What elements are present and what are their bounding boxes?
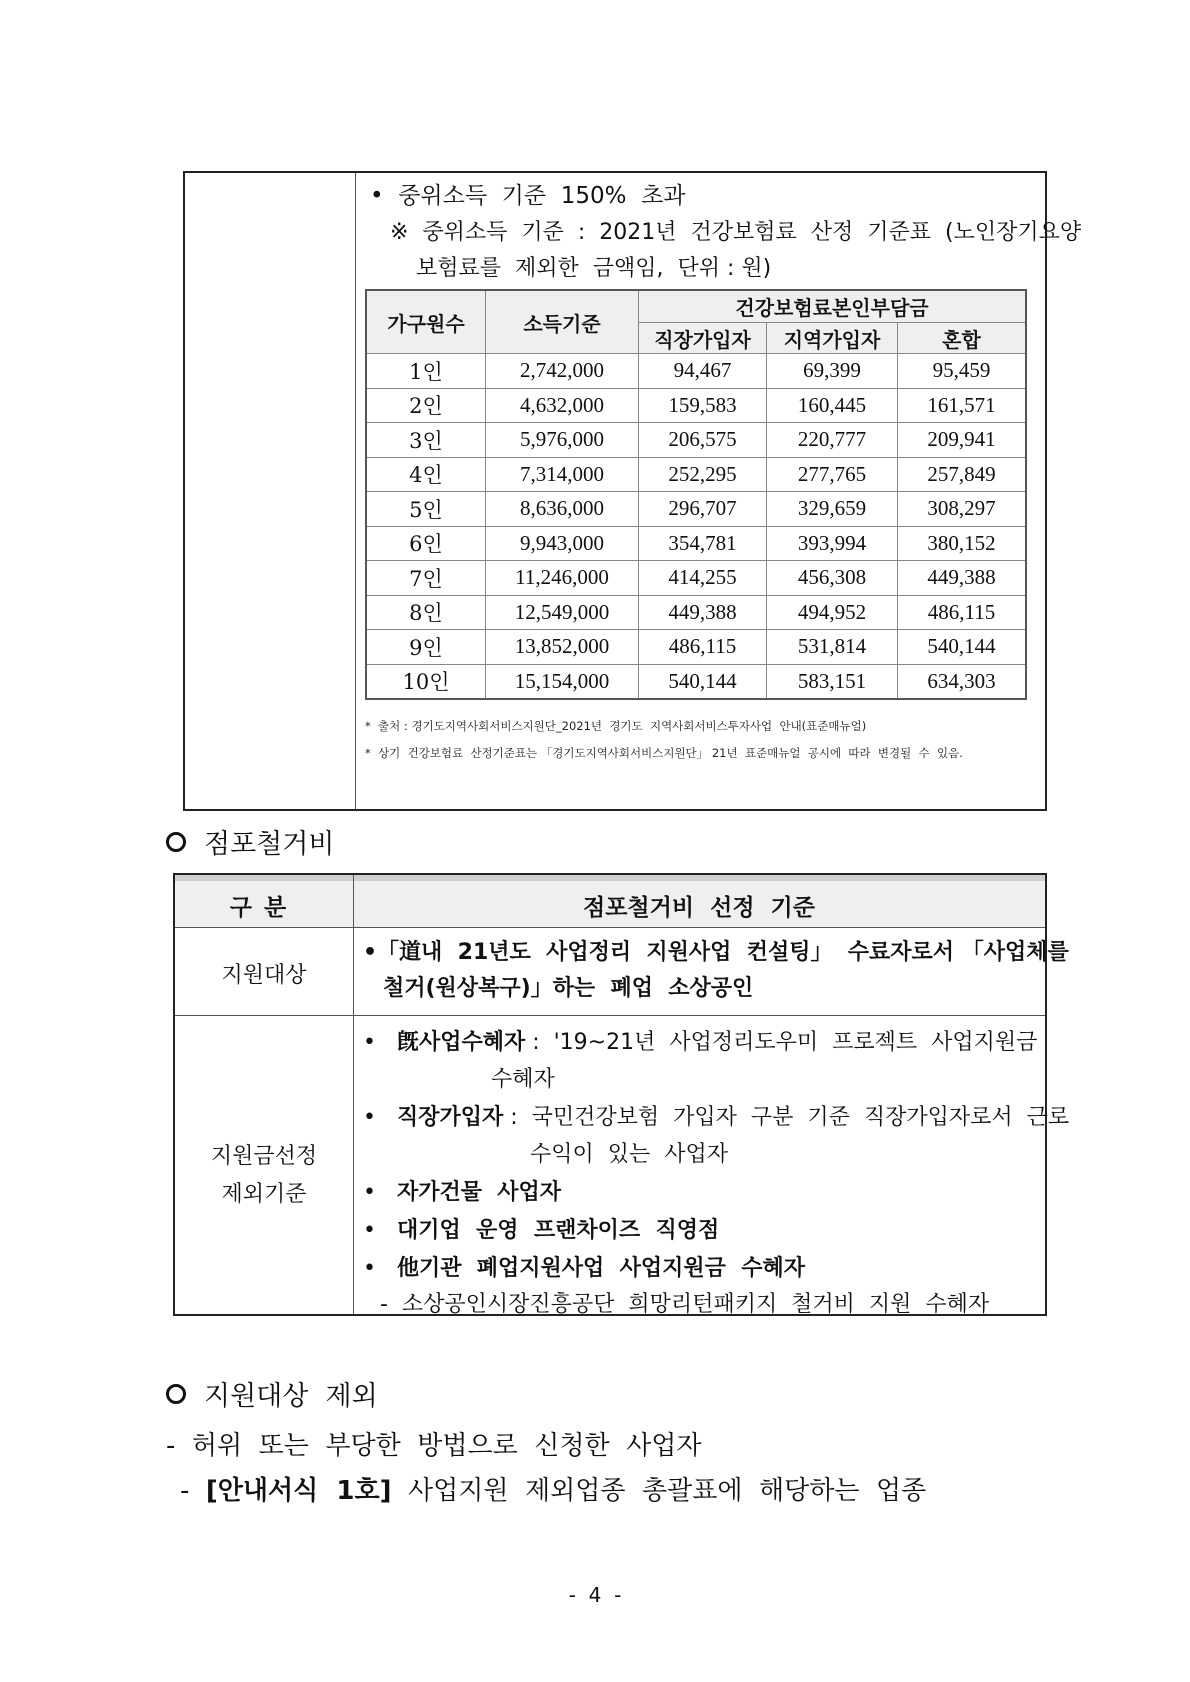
table-cell: 3인 xyxy=(366,423,486,458)
table-cell: 10인 xyxy=(366,664,486,699)
exclusion-item-1: • 旣사업수혜자 : '19~21년 사업정리도우미 프로젝트 사업지원금 xyxy=(363,1030,1038,1055)
table-cell: 12,549,000 xyxy=(486,595,639,630)
table-cell: 7인 xyxy=(366,561,486,596)
exclusion-item-1-cont: 수혜자 xyxy=(491,1067,555,1092)
table-cell: 9,943,000 xyxy=(486,526,639,561)
table-cell: 329,659 xyxy=(767,492,898,527)
table-cell: 159,583 xyxy=(639,388,767,423)
criteria-box-divider xyxy=(355,173,356,809)
table-cell: 540,144 xyxy=(639,664,767,699)
table-row xyxy=(366,526,1026,561)
header-premium-group: 건강보험료본인부담금 xyxy=(639,290,1027,323)
table-cell: 2,742,000 xyxy=(486,354,639,389)
source-footnote: * 출처 : 경기도지역사회서비스지원단_2021년 경기도 지역사회서비스투자사업 안내(표준매뉴얼) xyxy=(365,719,867,733)
exclusion-line-1: - 허위 또는 부당한 방법으로 신청한 사업자 xyxy=(166,1431,702,1461)
criteria-box xyxy=(183,171,1082,811)
header-category: 구분 xyxy=(229,895,299,921)
table-cell: 393,994 xyxy=(767,526,898,561)
target-line2: 철거(원상복구)」하는 폐업 소상공인 xyxy=(383,976,754,1001)
row-category-target: 지원대상 xyxy=(221,963,307,988)
table-cell: 94,467 xyxy=(639,354,767,389)
table-cell: 583,151 xyxy=(767,664,898,699)
section-heading-exclusion xyxy=(166,1374,378,1413)
criteria-bullet: • 중위소득 기준 150% 초과 xyxy=(370,183,686,209)
page-number: - 4 - xyxy=(568,1583,622,1607)
table-cell: 449,388 xyxy=(639,595,767,630)
table-cell: 4,632,000 xyxy=(486,388,639,423)
table-cell: 486,115 xyxy=(639,630,767,665)
table-cell: 486,115 xyxy=(898,595,1027,630)
row-category-exclusion: 지원금선정 제외기준 xyxy=(210,1144,318,1207)
exclusion-item-2-cont: 수익이 있는 사업자 xyxy=(530,1142,728,1167)
table-cell: 2인 xyxy=(366,388,486,423)
exclusion-line-2: - [안내서식 1호] 사업지원 제외업종 총괄표에 해당하는 업종 xyxy=(180,1476,927,1506)
table-row xyxy=(366,388,1026,423)
table-cell: 95,459 xyxy=(898,354,1027,389)
exclusion-item-3: • 자가건물 사업자 xyxy=(363,1180,562,1205)
exclusion-item-5: • 他기관 폐업지원사업 사업지원금 수혜자 xyxy=(363,1256,805,1281)
table-cell: 277,765 xyxy=(767,457,898,492)
header-household: 가구원수 xyxy=(366,290,486,354)
table-row xyxy=(366,630,1026,665)
section-title: 점포철거비 xyxy=(204,829,335,860)
table-cell: 161,571 xyxy=(898,388,1027,423)
table-row xyxy=(366,561,1026,596)
median-income-table xyxy=(365,289,1027,700)
table-cell: 160,445 xyxy=(767,388,898,423)
table-cell: 9인 xyxy=(366,630,486,665)
table-cell: 209,941 xyxy=(898,423,1027,458)
criteria-note-line2: 보험료를 제외한 금액임, 단위 : 원) xyxy=(416,256,772,281)
table-cell: 449,388 xyxy=(898,561,1027,596)
table-row xyxy=(366,664,1026,699)
table-cell: 456,308 xyxy=(767,561,898,596)
header-criteria: 점포철거비 선정 기준 xyxy=(583,895,815,921)
table-cell: 354,781 xyxy=(639,526,767,561)
table-cell: 494,952 xyxy=(767,595,898,630)
circle-bullet-icon xyxy=(166,832,186,852)
table-cell: 308,297 xyxy=(898,492,1027,527)
table-row xyxy=(366,457,1026,492)
table-row xyxy=(366,423,1026,458)
table-cell: 252,295 xyxy=(639,457,767,492)
section-title: 지원대상 제외 xyxy=(204,1381,378,1412)
table-cell: 15,154,000 xyxy=(486,664,639,699)
circle-bullet-icon xyxy=(166,1384,186,1404)
table-cell: 220,777 xyxy=(767,423,898,458)
header-mixed: 혼합 xyxy=(898,323,1027,354)
exclusion-item-4: • 대기업 운영 프랜차이즈 직영점 xyxy=(363,1218,720,1243)
table-cell: 5인 xyxy=(366,492,486,527)
table-cell: 414,255 xyxy=(639,561,767,596)
criteria-note-line1: ※ 중위소득 기준 : 2021년 건강보험료 산정 기준표 (노인장기요양 xyxy=(390,220,1082,245)
header-income: 소득기준 xyxy=(486,290,639,354)
section-heading-removal xyxy=(166,822,334,861)
table-cell: 380,152 xyxy=(898,526,1027,561)
table-cell: 8인 xyxy=(366,595,486,630)
table-cell: 206,575 xyxy=(639,423,767,458)
table-cell: 7,314,000 xyxy=(486,457,639,492)
table-row xyxy=(366,595,1026,630)
table-cell: 5,976,000 xyxy=(486,423,639,458)
form-reference: [안내서식 1호] xyxy=(205,1476,392,1506)
table-cell: 1인 xyxy=(366,354,486,389)
table-cell: 531,814 xyxy=(767,630,898,665)
table-cell: 11,246,000 xyxy=(486,561,639,596)
median-income-table-body xyxy=(366,354,1026,700)
table-cell: 6인 xyxy=(366,526,486,561)
table-cell: 540,144 xyxy=(898,630,1027,665)
table-cell: 257,849 xyxy=(898,457,1027,492)
header-employee: 직장가입자 xyxy=(639,323,767,354)
table-cell: 69,399 xyxy=(767,354,898,389)
change-footnote: * 상기 건강보험료 산정기준표는 「경기도지역사회서비스지원단」 21년 표준매뉴얼 공시에 따라 변경될 수 있음. xyxy=(365,746,963,760)
table-cell: 296,707 xyxy=(639,492,767,527)
table-cell: 634,303 xyxy=(898,664,1027,699)
removal-criteria-table xyxy=(173,873,1070,1317)
table-cell: 13,852,000 xyxy=(486,630,639,665)
table-row xyxy=(366,354,1026,389)
table-cell: 4인 xyxy=(366,457,486,492)
table-row xyxy=(366,492,1026,527)
table-cell: 8,636,000 xyxy=(486,492,639,527)
exclusion-item-2: • 직장가입자 : 국민건강보험 가입자 구분 기준 직장가입자로서 근로 xyxy=(363,1105,1070,1130)
exclusion-item-5-sub: - 소상공인시장진흥공단 희망리턴패키지 철거비 지원 수혜자 xyxy=(380,1292,990,1317)
target-line1: •「道내 21년도 사업정리 지원사업 컨설팅」 수료자로서 「사업체를 xyxy=(363,940,1069,965)
header-regional: 지역가입자 xyxy=(767,323,898,354)
